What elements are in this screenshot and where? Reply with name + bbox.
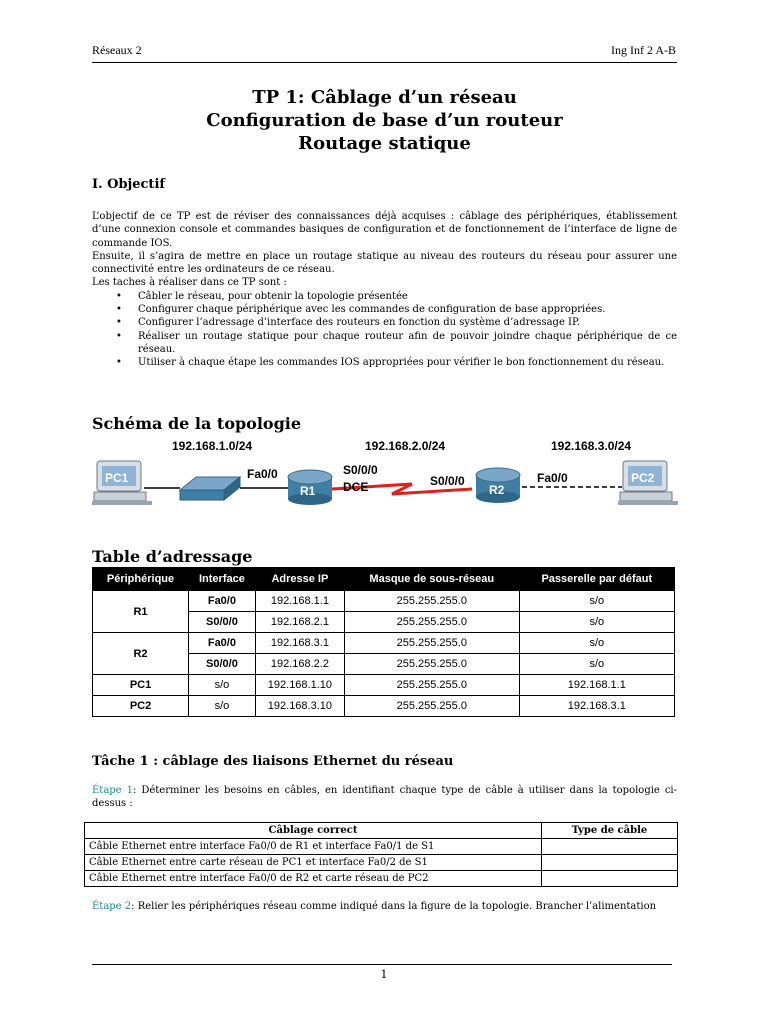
table-row — [93, 591, 675, 612]
ip-cell: 192.168.3.10 — [255, 696, 344, 717]
header-left: Réseaux 2 — [92, 43, 142, 57]
cable-type-cell — [542, 871, 678, 887]
table-header-row — [85, 823, 678, 839]
footer-rule — [92, 964, 672, 965]
interface-cell: S0/0/0 — [189, 654, 256, 675]
gateway-cell: s/o — [519, 612, 674, 633]
column-header: Adresse IP — [255, 568, 344, 591]
cable-description-cell: Câble Ethernet entre interface Fa0/0 de R1 et interface Fa0/1 de S1 — [85, 839, 542, 855]
etape2-body: : Relier les périphériques réseau comme indiqué dans la figure de la topologie. Brancher l’alimentation — [131, 901, 657, 912]
gateway-cell: 192.168.1.1 — [519, 675, 674, 696]
cable-type-cell — [542, 839, 678, 855]
etape1-label: Étape 1 — [92, 785, 133, 796]
switch-icon — [180, 477, 240, 500]
table-row — [93, 696, 675, 717]
interface-cell: Fa0/0 — [189, 633, 256, 654]
objectif-paragraph-2: Ensuite, il s’agira de mettre en place un routage statique au niveau des routeurs du réseau pour assurer une connectivité entre les ordinateurs de ce réseau. — [92, 250, 677, 276]
r2-fa-label: Fa0/0 — [537, 471, 568, 485]
addressing-table — [92, 567, 675, 717]
mask-cell: 255.255.255.0 — [344, 696, 519, 717]
column-header: Passerelle par défaut — [519, 568, 674, 591]
interface-cell: S0/0/0 — [189, 612, 256, 633]
title-line-1: TP 1: Câblage d’un réseau — [252, 87, 517, 108]
ip-cell: 192.168.3.1 — [255, 633, 344, 654]
etape1-text — [92, 784, 677, 811]
device-cell: R2 — [93, 633, 189, 675]
table-row — [93, 633, 675, 654]
objectif-paragraph-3: Les taches à réaliser dans ce TP sont : — [92, 277, 287, 289]
gateway-cell: s/o — [519, 654, 674, 675]
r2-label: R2 — [489, 483, 505, 497]
cable-description-cell: Câble Ethernet entre interface Fa0/0 de R2 et carte réseau de PC2 — [85, 871, 542, 887]
header-rule — [92, 62, 677, 63]
ip-cell: 192.168.2.1 — [255, 612, 344, 633]
list-item: • Câbler le réseau, pour obtenir la topologie présentée — [136, 290, 677, 303]
mask-cell: 255.255.255.0 — [344, 654, 519, 675]
ip-cell: 192.168.1.10 — [255, 675, 344, 696]
pc2-label: PC2 — [631, 471, 655, 485]
table-header-row — [93, 568, 675, 591]
table-row — [85, 871, 678, 887]
tache1-heading: Tâche 1 : câblage des liaisons Ethernet du réseau — [92, 754, 454, 769]
gateway-cell: s/o — [519, 591, 674, 612]
mask-cell: 255.255.255.0 — [344, 591, 519, 612]
objectif-paragraph-1: L’objectif de ce TP est de réviser des connaissances déjà acquises : câblage des périphériques, établissement d’une connexion console et commandes basiques de configuration et de fonctionnement de l’interface de ligne de commande IOS. — [92, 211, 677, 249]
list-item: • Utiliser à chaque étape les commandes IOS appropriées pour vérifier le bon fonctionnement du réseau. — [136, 356, 677, 369]
topology-heading: Schéma de la topologie — [92, 414, 302, 433]
objectif-heading: I. Objectif — [92, 177, 165, 192]
cable-type-cell — [542, 855, 678, 871]
dce-label: DCE — [343, 480, 369, 494]
table-row — [85, 839, 678, 855]
net2-label: 192.168.2.0/24 — [365, 439, 446, 453]
etape2-text — [92, 900, 677, 913]
etape2-label: Étape 2 — [92, 901, 132, 912]
ip-cell: 192.168.2.2 — [255, 654, 344, 675]
device-cell: R1 — [93, 591, 189, 633]
list-item: • Configurer l’adressage d’interface des routeurs en fonction du système d’adressage IP. — [136, 316, 677, 329]
gateway-cell: s/o — [519, 633, 674, 654]
device-cell: PC1 — [93, 675, 189, 696]
interface-cell: s/o — [189, 675, 256, 696]
column-header: Périphérique — [93, 568, 189, 591]
objectif-body — [92, 210, 677, 370]
title-line-3: Routage statique — [298, 133, 471, 154]
r1-label: R1 — [300, 484, 316, 498]
column-header: Interface — [189, 568, 256, 591]
pc1-label: PC1 — [105, 471, 129, 485]
table-row — [85, 855, 678, 871]
r2-serial-label: S0/0/0 — [430, 474, 465, 488]
interface-cell: s/o — [189, 696, 256, 717]
tasks-list — [92, 290, 677, 370]
mask-cell: 255.255.255.0 — [344, 633, 519, 654]
column-header: Masque de sous-réseau — [344, 568, 519, 591]
title-line-2: Configuration de base d’un routeur — [206, 110, 563, 131]
cable-description-cell: Câble Ethernet entre carte réseau de PC1 et interface Fa0/2 de S1 — [85, 855, 542, 871]
page-number: 1 — [380, 968, 388, 981]
mask-cell: 255.255.255.0 — [344, 675, 519, 696]
device-cell: PC2 — [93, 696, 189, 717]
mask-cell: 255.255.255.0 — [344, 612, 519, 633]
list-item: • Configurer chaque périphérique avec les commandes de configuration de base appropriées. — [136, 303, 677, 316]
topology-diagram — [92, 437, 692, 517]
ip-cell: 192.168.1.1 — [255, 591, 344, 612]
table-row — [93, 675, 675, 696]
etape1-body: : Déterminer les besoins en câbles, en identifiant chaque type de câble à utiliser dans la topologie ci-dessus : — [92, 785, 678, 810]
r1-serial-label: S0/0/0 — [343, 463, 378, 477]
cable-table — [84, 822, 678, 887]
net1-label: 192.168.1.0/24 — [172, 439, 253, 453]
list-item: • Réaliser un routage statique pour chaque routeur afin de pouvoir joindre chaque périphérique de ce réseau. — [136, 330, 677, 357]
interface-cell: Fa0/0 — [189, 591, 256, 612]
column-header: Câblage correct — [85, 823, 542, 839]
column-header: Type de câble — [542, 823, 678, 839]
net3-label: 192.168.3.0/24 — [551, 439, 632, 453]
header-right: Ing Inf 2 A-B — [611, 43, 676, 57]
addressing-table-heading: Table d’adressage — [92, 547, 253, 566]
gateway-cell: 192.168.3.1 — [519, 696, 674, 717]
r1-fa-label: Fa0/0 — [247, 467, 278, 481]
